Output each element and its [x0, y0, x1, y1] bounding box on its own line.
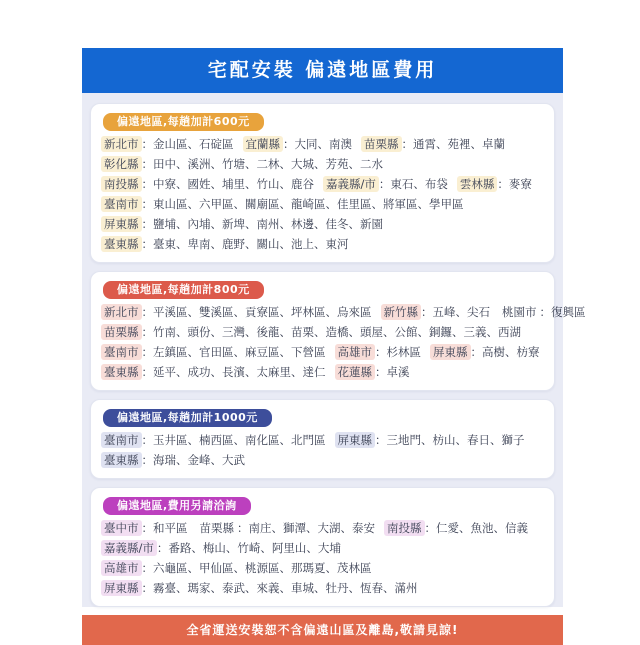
area-list: 平溪區、雙溪區、貢寮區、坪林區、烏來區 [153, 305, 372, 320]
county-group [197, 521, 376, 535]
area-list: 仁愛、魚池、信義 [436, 521, 528, 536]
county-name: 苗栗縣 [199, 521, 234, 536]
county-name: 新北市 [101, 304, 142, 320]
county-name: 新竹縣 [381, 304, 422, 320]
colon-separator: ： [141, 365, 153, 380]
area-list: 五峰、尖石 [432, 305, 490, 320]
area-list: 和平區 [153, 521, 188, 536]
area-list: 玉井區、楠西區、南化區、北門區 [153, 433, 326, 448]
county-group [457, 176, 532, 192]
county-group [243, 137, 353, 151]
area-list: 臺東、卑南、鹿野、關山、池上、東河 [153, 237, 349, 252]
area-list: 田中、溪洲、竹塘、二林、大城、芳苑、二水 [153, 157, 383, 172]
county-group [430, 344, 540, 360]
county-name: 屏東縣 [430, 344, 471, 360]
county-name: 苗栗縣 [101, 324, 142, 340]
county-name: 屏東縣 [335, 432, 376, 448]
colon-separator: ： [141, 177, 153, 192]
area-list: 南庄、獅潭、大湖、泰安 [248, 521, 375, 536]
county-group [101, 433, 326, 447]
county-name: 高雄市 [335, 344, 376, 360]
county-group [361, 136, 505, 152]
colon-separator: ： [141, 521, 153, 536]
region-row [101, 430, 544, 450]
county-name: 南投縣 [384, 520, 425, 536]
area-list: 鹽埔、內埔、新埤、南州、林邊、佳冬、新園 [153, 217, 383, 232]
county-name: 臺中市 [101, 520, 142, 536]
area-list: 三地門、枋山、春日、獅子 [386, 433, 525, 448]
colon-separator: ： [401, 137, 413, 152]
county-group [101, 137, 234, 151]
colon-separator: ： [141, 137, 153, 152]
area-list: 海瑞、金峰、大武 [153, 453, 245, 468]
fee-badge: 偏遠地區,每趟加計600元 [103, 113, 264, 131]
region-row [101, 450, 544, 470]
region-row [101, 558, 544, 578]
fee-tier-card [90, 399, 555, 479]
county-name: 苗栗縣 [361, 136, 402, 152]
county-group [101, 177, 314, 191]
colon-separator: ： [497, 177, 509, 192]
county-name: 雲林縣 [457, 176, 498, 192]
county-name: 臺東縣 [101, 452, 142, 468]
county-group [101, 196, 464, 212]
region-rows [101, 518, 544, 598]
county-name: 嘉義縣/市 [323, 176, 379, 192]
colon-separator: ： [141, 197, 153, 212]
area-list: 金山區、石碇區 [153, 137, 234, 152]
colon-separator: ： [421, 305, 433, 320]
region-row [101, 578, 544, 598]
area-list: 番路、梅山、竹崎、阿里山、大埔 [168, 541, 341, 556]
colon-separator: ： [375, 433, 387, 448]
county-name: 宜蘭縣 [243, 136, 284, 152]
area-list: 延平、成功、長濱、太麻里、達仁 [153, 365, 326, 380]
county-name: 彰化縣 [101, 156, 142, 172]
county-group [499, 304, 586, 320]
fee-tier-card [90, 487, 555, 607]
county-name: 屏東縣 [101, 580, 142, 596]
colon-separator: ： [141, 433, 153, 448]
colon-separator: ： [141, 237, 153, 252]
region-row [101, 538, 544, 558]
region-row [101, 362, 544, 382]
county-group [335, 432, 525, 448]
region-row [101, 234, 544, 254]
area-list: 六龜區、甲仙區、桃源區、那瑪夏、茂林區 [153, 561, 372, 576]
county-group [101, 305, 372, 319]
area-list: 大同、南澳 [294, 137, 352, 152]
page-title: 宅配安裝 偏遠地區費用 [82, 48, 563, 93]
colon-separator: ： [375, 345, 387, 360]
colon-separator: ： [375, 365, 387, 380]
county-name: 花蓮縣 [335, 364, 376, 380]
county-name: 臺南市 [101, 432, 142, 448]
county-group [101, 324, 521, 340]
colon-separator: ： [141, 157, 153, 172]
county-name: 高雄市 [101, 560, 142, 576]
county-name: 臺南市 [101, 196, 142, 212]
county-group [335, 345, 422, 359]
county-group [101, 365, 326, 379]
fee-notice-poster [82, 48, 586, 645]
area-list: 復興區 [551, 305, 586, 320]
area-list: 高樹、枋寮 [482, 345, 540, 360]
colon-separator: ： [141, 345, 153, 360]
region-rows [101, 302, 586, 382]
county-name: 南投縣 [101, 176, 142, 192]
colon-separator: ： [378, 177, 391, 192]
county-group [384, 520, 528, 536]
colon-separator: ： [237, 521, 249, 536]
county-name: 臺東縣 [101, 236, 142, 252]
fee-badge: 偏遠地區,每趟加計800元 [103, 281, 264, 299]
colon-separator: ： [470, 345, 482, 360]
colon-separator: ： [141, 217, 153, 232]
region-row [101, 518, 544, 538]
county-name: 臺東縣 [101, 364, 142, 380]
colon-separator: ： [424, 521, 436, 536]
region-rows [101, 134, 544, 254]
region-row [101, 302, 586, 322]
county-group [101, 156, 383, 172]
area-list: 中寮、國姓、埔里、竹山、鹿谷 [153, 177, 314, 192]
county-group [381, 305, 491, 319]
colon-separator: ： [141, 581, 153, 596]
county-group [101, 345, 326, 359]
county-group [335, 364, 410, 380]
colon-separator: ： [141, 305, 153, 320]
fee-tier-card [90, 103, 555, 263]
region-rows [101, 430, 544, 470]
area-list: 東山區、六甲區、關廟區、龍崎區、佳里區、將軍區、學甲區 [153, 197, 464, 212]
region-row [101, 154, 544, 174]
area-list: 杉林區 [386, 345, 421, 360]
footer-disclaimer: 全省運送安裝恕不含偏遠山區及離島,敬請見諒! [82, 615, 563, 645]
county-group [101, 452, 245, 468]
county-name: 臺南市 [101, 344, 142, 360]
area-list: 麥寮 [508, 177, 532, 192]
region-row [101, 174, 544, 194]
area-list: 卓溪 [386, 365, 410, 380]
county-group [101, 540, 341, 556]
county-name: 桃園市 [502, 305, 537, 320]
colon-separator: ： [539, 305, 551, 320]
county-name: 嘉義縣/市 [101, 540, 157, 556]
region-row [101, 342, 544, 362]
area-list: 通霄、苑裡、卓蘭 [413, 137, 505, 152]
area-list: 東石、布袋 [390, 177, 448, 192]
fee-badge: 偏遠地區,費用另請洽詢 [103, 497, 251, 515]
county-group [101, 521, 188, 535]
county-name: 新北市 [101, 136, 142, 152]
area-list: 竹南、頭份、三灣、後龍、苗栗、造橋、頭屋、公館、銅鑼、三義、西湖 [153, 325, 521, 340]
county-name: 屏東縣 [101, 216, 142, 232]
colon-separator: ： [141, 561, 153, 576]
county-group [101, 216, 383, 232]
fee-badge: 偏遠地區,每趟加計1000元 [103, 409, 272, 427]
colon-separator: ： [141, 453, 153, 468]
colon-separator: ： [283, 137, 295, 152]
county-group [101, 236, 349, 252]
area-list: 左鎮區、官田區、麻豆區、下營區 [153, 345, 326, 360]
county-group [323, 177, 448, 191]
region-row [101, 214, 544, 234]
colon-separator: ： [141, 325, 153, 340]
colon-separator: ： [156, 541, 169, 556]
county-group [101, 560, 372, 576]
fee-tier-card [90, 271, 586, 391]
region-row [101, 134, 544, 154]
area-list: 霧臺、瑪家、泰武、來義、車城、牡丹、恆春、滿州 [153, 581, 418, 596]
region-row [101, 194, 544, 214]
region-row [101, 322, 544, 342]
county-group [101, 580, 418, 596]
section-list [82, 93, 586, 607]
